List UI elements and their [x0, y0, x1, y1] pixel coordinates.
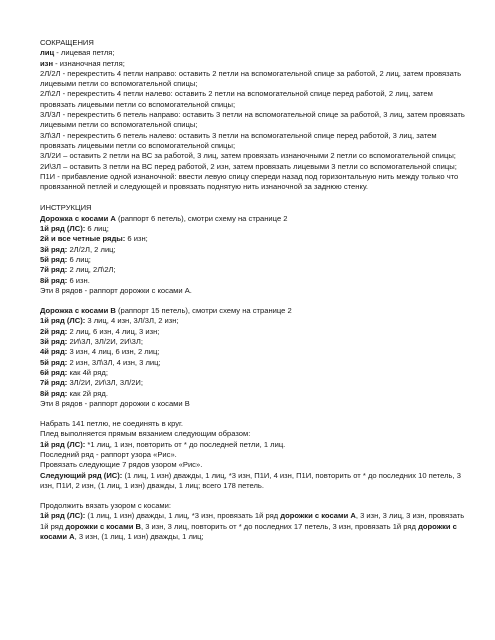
- abbr-desc: - лицевая петля;: [54, 48, 115, 58]
- continue-line: Продолжить вязать узором с косами:: [40, 501, 171, 511]
- abbr-term: изн: [40, 58, 54, 68]
- abbr-item: [40, 48, 469, 58]
- row-line: 7й ряд: 2 лиц, 2Л\2Л;: [40, 265, 116, 275]
- abbr-item: [40, 110, 469, 131]
- method-line: Плед выполняется прямым вязанием следующим образом:: [40, 429, 251, 439]
- section-b-footer: Эти 8 рядов - раппорт дорожки с косами В: [40, 398, 190, 408]
- row-line: 6й ряд: как 4й ряд;: [40, 367, 108, 377]
- abbr-term: лиц: [40, 48, 55, 58]
- next-row-line: Следующий ряд (ИС): (1 лиц, 1 изн) дважды, 1 лиц, *3 изн, П1И, 4 изн, П1И, повторить от * до последних 10 петель, 3 изн, П1И, 2 изн, (1 лиц, 1 изн) дважды, 1 лиц; всего 178 петель.: [40, 470, 461, 490]
- abbr-desc: 2Л/2Л - перекрестить 4 петли направо: оставить 2 петли на вспомогательной спице за работой, 2 лиц, затем провязать лицевыми петли со вспомогательной спицы;: [40, 68, 462, 89]
- rapport-line: Последний ряд - раппорт узора «Рис».: [40, 449, 177, 459]
- abbr-item: [40, 69, 469, 90]
- abbr-item: [40, 59, 469, 69]
- section-a-title: Дорожка с косами А (раппорт 6 петель), смотри схему на странице 2: [40, 213, 288, 223]
- cast-on-line: Набрать 141 петлю, не соединять в круг.: [40, 419, 183, 429]
- abbreviations-title: СОКРАЩЕНИЯ: [40, 38, 94, 47]
- row-line: 1й ряд (ЛС): 3 лиц, 4 изн, 3Л/3Л, 2 изн;: [40, 316, 179, 326]
- row-line: 2й и все четные ряды: 6 изн;: [40, 234, 148, 244]
- abbr-item: [40, 162, 469, 172]
- abbr-desc: 3Л/2И – оставить 2 петли на ВС за работой, 3 лиц, затем провязать изнаночными 2 петли со вспомогательной спицы;: [40, 151, 456, 161]
- row-line: 4й ряд: 3 изн, 4 лиц, 6 изн, 2 лиц;: [40, 347, 160, 357]
- abbr-desc: 2И\3Л – оставить 3 петли на ВС перед работой, 2 изн, затем провязать лицевыми 3 петли со вспомогательной спицы;: [40, 161, 457, 171]
- row-line: 8й ряд: 6 изн.: [40, 275, 90, 285]
- row-line: 3й ряд: 2Л/2Л, 2 лиц;: [40, 244, 116, 254]
- row-line: 5й ряд: 6 лиц;: [40, 254, 91, 264]
- abbr-item: [40, 151, 469, 161]
- row-line: 5й ряд: 2 изн, 3Л\3Л, 4 изн, 3 лиц;: [40, 357, 161, 367]
- row-line: 2й ряд: 2 лиц, 6 изн, 4 лиц, 3 изн;: [40, 326, 160, 336]
- row-line: 1й ряд (ЛС): *1 лиц, 1 изн, повторить от * до последней петли, 1 лиц.: [40, 439, 286, 449]
- abbr-item: [40, 172, 469, 193]
- abbr-desc: 2Л\2Л - перекрестить 4 петли налево: оставить 2 петли на вспомогательной спице перед работой, 2 лиц, затем провязать лицевыми петли со вспомогательной спицы;: [40, 89, 433, 109]
- instructions-title: ИНСТРУКЦИЯ: [40, 203, 92, 213]
- abbr-desc: П1И - прибавление одной изнаночной: ввести левую спицу спереди назад под горизонтальную нить между только что провязанной петлей и следующей и провязать поднятую нить изнаночной за заднюю стенку.: [40, 171, 459, 192]
- row-line: 1й ряд (ЛС): 6 лиц;: [40, 224, 109, 234]
- abbr-desc: 3Л\3Л - перекрестить 6 петель налево: оставить 3 петли на вспомогательной спице перед работой, 3 лиц, затем провязать лицевыми петли со вспомогательной спицы;: [40, 130, 437, 150]
- repeat-line: Провязать следующие 7 рядов узором «Рис».: [40, 460, 203, 470]
- continue-row-line: 1й ряд (ЛС): (1 лиц, 1 изн) дважды, 1 лиц, *3 изн, провязать 1й ряд дорожки с косами А, 3 изн, 3 лиц, 3 изн, провязать 1й ряд дорожки с косами В, 3 изн, 3 лиц, повторить от * до последних 17 петель, 3 изн, провязать 1й ряд дорожки с косами А, 3 изн, (1 лиц, 1 изн) дважды, 1 лиц;: [40, 511, 465, 542]
- row-line: 8й ряд: как 2й ряд.: [40, 388, 108, 398]
- section-a-footer: Эти 8 рядов - раппорт дорожки с косами А.: [40, 285, 192, 295]
- row-line: 3й ряд: 2И\3Л, 3Л/2И, 2И\3Л;: [40, 337, 143, 347]
- abbr-item: [40, 131, 469, 152]
- abbr-desc: - изнаночная петля;: [53, 58, 125, 68]
- section-b-title: Дорожка с косами В (раппорт 15 петель), смотри схему на странице 2: [40, 306, 292, 316]
- abbr-desc: 3Л/3Л - перекрестить 6 петель направо: оставить 3 петли на вспомогательной спице за работой, 3 лиц, затем провязать лицевыми петли со вспомогательной спицы;: [40, 110, 465, 130]
- row-line: 7й ряд: 3Л/2И, 2И\3Л, 3Л/2И;: [40, 378, 143, 388]
- abbr-item: [40, 89, 469, 110]
